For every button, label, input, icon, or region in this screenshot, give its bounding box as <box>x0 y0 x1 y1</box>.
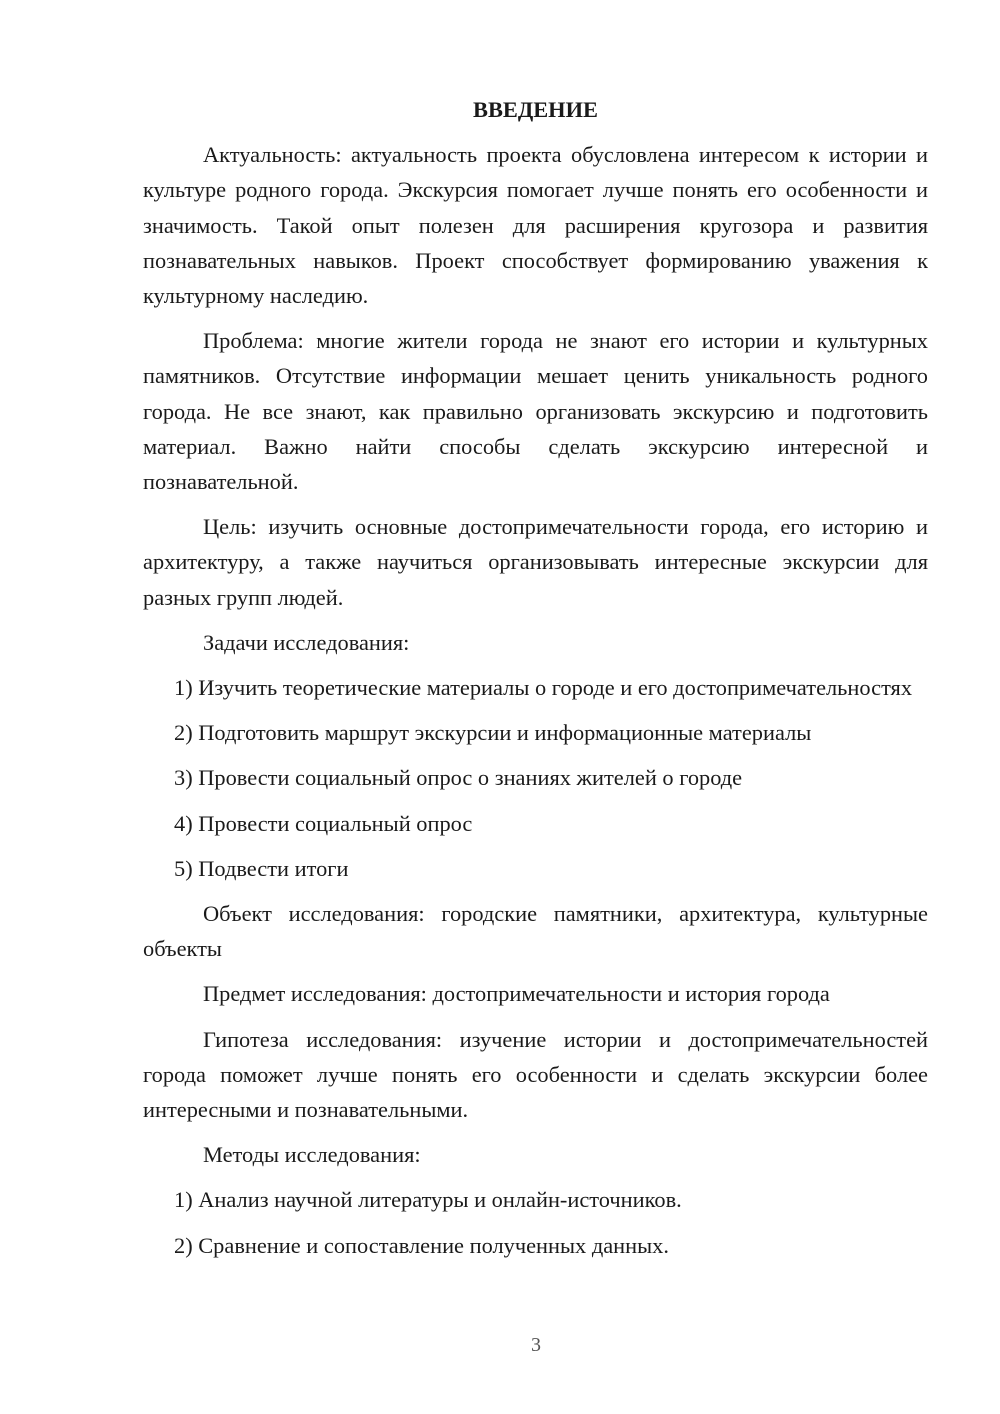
subject-paragraph: Предмет исследования: достопримечательности и история города <box>203 981 830 1007</box>
tasks-heading: Задачи исследования: <box>203 629 410 655</box>
task-item: 5) Подвести итоги <box>174 855 349 881</box>
task-item: 1) Изучить теоретические материалы о городе и его достопримечательностях <box>174 675 913 701</box>
section-title: ВВЕДЕНИЕ <box>473 97 598 122</box>
task-item: 2) Подготовить маршрут экскурсии и информационные материалы <box>174 720 812 746</box>
task-item: 4) Провести социальный опрос <box>174 810 473 836</box>
relevance-paragraph: Актуальность: актуальность проекта обусловлена интересом к истории и культуре родного города. Экскурсия помогает лучше понять его особенности и значимость. Такой опыт полезен для расширения кругозора и развития познавательных навыков. Проект способствует формированию уважения к культурному наследию. <box>143 142 928 309</box>
goal-paragraph: Цель: изучить основные достопримечательности города, его историю и архитектуру, а также научиться организовывать интересные экскурсии для разных групп людей. <box>143 514 928 610</box>
object-paragraph: Объект исследования: городские памятники, архитектура, культурные объекты <box>143 901 928 962</box>
methods-heading: Методы исследования: <box>203 1142 421 1168</box>
hypothesis-paragraph: Гипотеза исследования: изучение истории и достопримечательностей города поможет лучше понять его особенности и сделать экскурсии более интересными и познавательными. <box>143 1026 928 1123</box>
method-item: 2) Сравнение и сопоставление полученных данных. <box>174 1232 669 1258</box>
document-body <box>143 92 928 1273</box>
method-item: 1) Анализ научной литературы и онлайн-источников. <box>174 1187 682 1213</box>
task-item: 3) Провести социальный опрос о знаниях жителей о городе <box>174 765 743 791</box>
problem-paragraph: Проблема: многие жители города не знают его истории и культурных памятников. Отсутствие информации мешает ценить уникальность родного города. Не все знают, как правильно организовать экскурсию и подготовить материал. Важно найти способы сделать экскурсию интересной и познавательной. <box>143 328 928 495</box>
page-number: 3 <box>531 1334 541 1356</box>
